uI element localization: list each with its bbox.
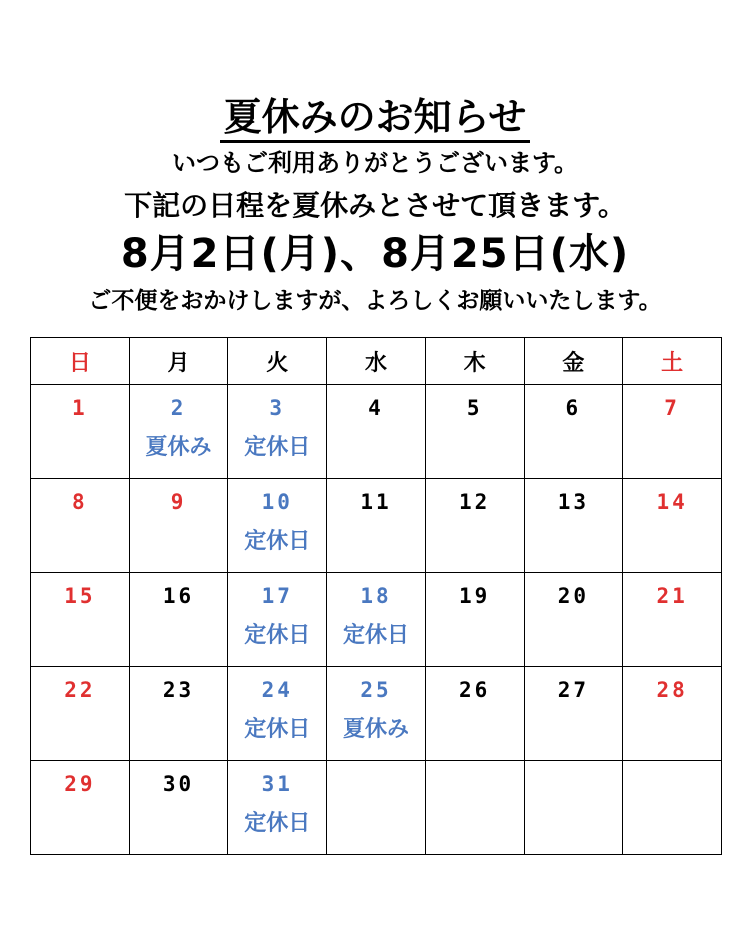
notice-title-text: 夏休みのお知らせ bbox=[220, 94, 531, 143]
calendar-day-cell bbox=[327, 479, 426, 573]
weekday-wednesday: 水 bbox=[327, 338, 426, 385]
day-note: 定休日 bbox=[244, 717, 311, 742]
calendar-day-cell bbox=[31, 573, 130, 667]
calendar-day-cell bbox=[129, 667, 228, 761]
calendar-day-cell bbox=[327, 667, 426, 761]
calendar-day-cell bbox=[31, 761, 130, 855]
calendar-body bbox=[31, 385, 722, 855]
calendar-day-cell bbox=[524, 385, 623, 479]
day-number: 7 bbox=[664, 396, 680, 420]
day-number: 23 bbox=[162, 678, 195, 702]
calendar-day-cell bbox=[228, 385, 327, 479]
day-note: 夏休み bbox=[342, 717, 409, 742]
day-number: 22 bbox=[64, 678, 96, 702]
calendar-day-cell bbox=[327, 385, 426, 479]
day-number: 15 bbox=[64, 584, 96, 608]
calendar-day-cell bbox=[425, 761, 524, 855]
calendar-day-cell bbox=[228, 761, 327, 855]
day-number: 10 bbox=[261, 490, 293, 514]
calendar-day-cell bbox=[31, 667, 130, 761]
calendar-day-cell bbox=[129, 573, 228, 667]
calendar-week-row bbox=[31, 667, 722, 761]
day-note: 定休日 bbox=[244, 623, 311, 648]
calendar-day-cell bbox=[524, 573, 623, 667]
holiday-dates-line: 8月2日(月)、8月25日(水) bbox=[120, 231, 630, 277]
calendar-day-cell bbox=[129, 761, 228, 855]
day-number: 17 bbox=[261, 584, 293, 608]
calendar-day-cell bbox=[524, 667, 623, 761]
day-number: 11 bbox=[360, 490, 392, 514]
calendar-day-cell bbox=[425, 573, 524, 667]
calendar-week-row bbox=[31, 761, 722, 855]
notice-title bbox=[0, 92, 750, 143]
weekday-sunday: 日 bbox=[31, 338, 130, 385]
day-number: 29 bbox=[64, 772, 96, 796]
day-number: 8 bbox=[72, 490, 88, 514]
calendar-day-cell bbox=[228, 667, 327, 761]
calendar-day-cell bbox=[327, 573, 426, 667]
calendar-day-cell bbox=[228, 479, 327, 573]
weekday-saturday: 土 bbox=[623, 338, 722, 385]
calendar-day-cell bbox=[425, 667, 524, 761]
calendar-day-cell bbox=[31, 479, 130, 573]
day-number: 5 bbox=[466, 396, 483, 420]
day-note: 定休日 bbox=[244, 529, 311, 554]
day-number: 6 bbox=[565, 396, 582, 420]
day-number: 12 bbox=[459, 490, 491, 514]
schedule-intro-line: 下記の日程を夏休みとさせて頂きます。 bbox=[124, 189, 626, 222]
weekday-friday: 金 bbox=[524, 338, 623, 385]
calendar-day-cell bbox=[129, 385, 228, 479]
weekday-tuesday: 火 bbox=[228, 338, 327, 385]
day-number: 16 bbox=[162, 584, 195, 608]
calendar-day-cell bbox=[425, 479, 524, 573]
weekday-thursday: 木 bbox=[425, 338, 524, 385]
calendar-table bbox=[30, 337, 722, 855]
day-number: 19 bbox=[459, 584, 491, 608]
calendar-week-row bbox=[31, 385, 722, 479]
day-number: 25 bbox=[360, 678, 392, 702]
calendar-day-cell bbox=[31, 385, 130, 479]
day-number: 18 bbox=[360, 584, 392, 608]
day-number: 14 bbox=[656, 490, 688, 514]
calendar-day-cell bbox=[425, 385, 524, 479]
day-number: 24 bbox=[261, 678, 293, 702]
calendar-day-cell bbox=[524, 479, 623, 573]
day-note: 定休日 bbox=[244, 811, 311, 836]
calendar-day-cell bbox=[327, 761, 426, 855]
day-number: 27 bbox=[557, 678, 590, 702]
calendar-day-cell bbox=[524, 761, 623, 855]
calendar-week-row bbox=[31, 479, 722, 573]
weekday-monday: 月 bbox=[129, 338, 228, 385]
day-number: 20 bbox=[557, 584, 590, 608]
day-number: 3 bbox=[269, 396, 286, 420]
calendar-week-row bbox=[31, 573, 722, 667]
day-number: 13 bbox=[557, 490, 590, 514]
calendar-day-cell bbox=[623, 761, 722, 855]
day-number: 4 bbox=[368, 396, 384, 420]
calendar-day-cell bbox=[623, 479, 722, 573]
calendar-day-cell bbox=[623, 573, 722, 667]
day-note: 定休日 bbox=[342, 623, 409, 648]
weekday-header-row bbox=[31, 338, 722, 385]
apology-line: ご不便をおかけしますが、よろしくお願いいたします。 bbox=[88, 288, 662, 314]
day-number: 2 bbox=[170, 396, 187, 420]
day-number: 26 bbox=[459, 678, 491, 702]
day-number: 31 bbox=[261, 772, 293, 796]
calendar-day-cell bbox=[623, 385, 722, 479]
day-note: 夏休み bbox=[145, 435, 212, 460]
day-number: 21 bbox=[656, 584, 688, 608]
calendar-day-cell bbox=[623, 667, 722, 761]
day-note: 定休日 bbox=[244, 435, 311, 460]
calendar-day-cell bbox=[228, 573, 327, 667]
day-number: 1 bbox=[72, 396, 88, 420]
day-number: 28 bbox=[656, 678, 688, 702]
day-number: 30 bbox=[162, 772, 195, 796]
calendar-day-cell bbox=[129, 479, 228, 573]
day-number: 9 bbox=[170, 490, 187, 514]
greeting-line: いつもご利用ありがとうございます。 bbox=[171, 149, 579, 177]
